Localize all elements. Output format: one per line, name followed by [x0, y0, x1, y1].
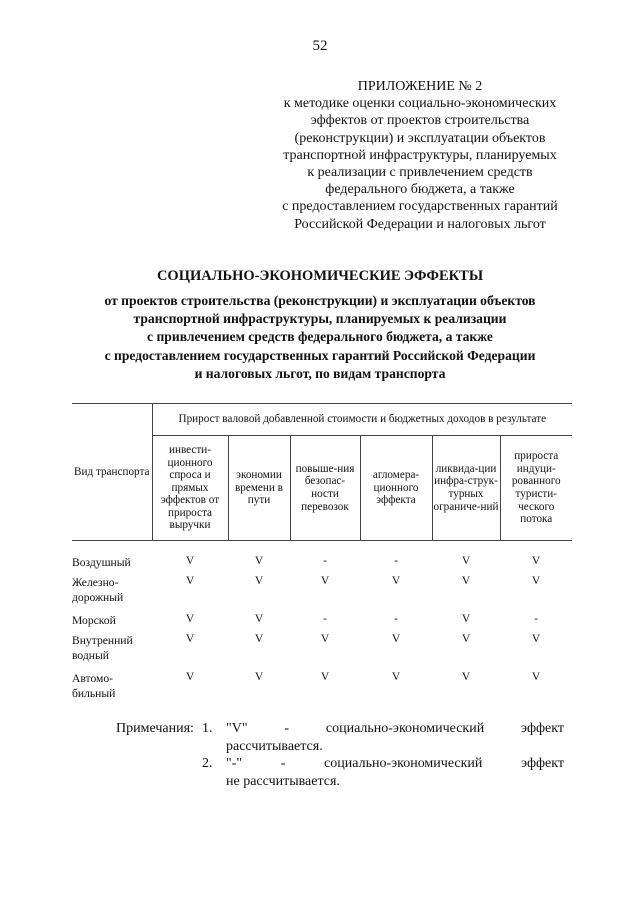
note-item	[116, 755, 564, 790]
appendix-line: к реализации с привлечением средств	[307, 165, 533, 181]
effect-cell: V	[320, 574, 330, 587]
effect-cell: -	[323, 612, 327, 625]
effect-cell: V	[185, 632, 195, 645]
effect-cell: V	[531, 632, 541, 645]
effect-cell: V	[461, 670, 471, 683]
note-body	[226, 720, 564, 755]
column-header: экономии времени в пути	[228, 436, 290, 541]
subtitle-line: и налоговых льгот, по видам транспорта	[194, 365, 446, 381]
effect-cell: V	[254, 612, 264, 625]
mode-column-header: Вид транспорта	[72, 404, 152, 541]
effect-cell: V	[461, 632, 471, 645]
note-text: социально-экономический	[325, 721, 485, 736]
subtitle-line: от проектов строительства (реконструкции) и эксплуатации объектов	[104, 293, 536, 308]
transport-mode: Автомо-бильный	[72, 672, 116, 700]
effect-cell: V	[254, 670, 264, 683]
note-dash: -	[284, 721, 290, 736]
effect-cell: V	[461, 612, 471, 625]
effect-cell: V	[185, 574, 195, 587]
appendix-line: (реконструкции) и эксплуатации объектов	[294, 130, 546, 146]
effect-cell: V	[185, 612, 195, 625]
effect-cell: -	[394, 554, 398, 567]
effect-cell: -	[323, 554, 327, 567]
note-word: эффект	[521, 721, 564, 736]
appendix-header	[255, 78, 585, 233]
note-body	[226, 755, 564, 790]
effect-cell: V	[185, 670, 195, 683]
subtitle-line: транспортной инфраструктуры, планируемых к реализации	[133, 311, 507, 327]
effect-cell: V	[254, 574, 264, 587]
note-symbol: "-"	[226, 756, 243, 771]
transport-mode: Воздушный	[72, 556, 131, 569]
effect-cell: V	[254, 554, 264, 567]
appendix-line: транспортной инфраструктуры, планируемых	[283, 147, 557, 163]
note-dash: -	[280, 756, 286, 771]
note-word: эффект	[521, 756, 564, 771]
note-item	[116, 720, 564, 755]
effect-cell: V	[531, 574, 541, 587]
table-spacer	[72, 541, 572, 556]
note-symbol: "V"	[226, 721, 248, 736]
notes-lead: Примечания:	[116, 721, 194, 736]
appendix-line: с предоставлением государственных гарантий	[282, 199, 558, 215]
effect-cell: V	[461, 574, 471, 587]
appendix-line: эффектов от проектов строительства	[310, 113, 530, 129]
effect-cell: V	[320, 632, 330, 645]
effect-cell: V	[254, 632, 264, 645]
notes-section	[116, 720, 564, 790]
column-header: ликвида-ции инфра-струк-турных ограниче-ний	[432, 436, 500, 541]
table-row	[72, 555, 572, 575]
table-row	[72, 671, 572, 709]
subtitle-line: с привлечением средств федерального бюджета, а также	[147, 329, 493, 345]
column-header: агломера-ционного эффекта	[360, 436, 432, 541]
document-title: СОЦИАЛЬНО-ЭКОНОМИЧЕСКИЕ ЭФФЕКТЫ	[156, 268, 484, 284]
column-header: прироста индуци-рованного туристи-ческого потока	[500, 436, 572, 541]
page-number: 52	[312, 38, 328, 54]
appendix-line: федерального бюджета, а также	[325, 182, 515, 198]
transport-mode: Внутренний водный	[72, 634, 133, 662]
effect-cell: V	[185, 554, 195, 567]
note-continuation: не рассчитывается.	[226, 773, 340, 789]
note-text: социально-экономический	[324, 756, 483, 771]
effect-cell: V	[391, 632, 401, 645]
table-row	[72, 633, 572, 671]
effect-cell: V	[320, 670, 330, 683]
column-header: повыше-ния безопас-ности перевозок	[290, 436, 360, 541]
effect-cell: V	[391, 670, 401, 683]
group-column-header: Прирост валовой добавленной стоимости и бюджетных доходов в результате	[152, 404, 572, 436]
effect-cell: -	[394, 612, 398, 625]
transport-mode: Морской	[72, 614, 116, 627]
column-header: инвести-ционного спроса и прямых эффектов от прироста выручки	[152, 436, 228, 541]
effect-cell: V	[531, 554, 541, 567]
table-row	[72, 613, 572, 633]
document-subtitle	[60, 292, 580, 383]
table-row	[72, 575, 572, 613]
note-number: 1.	[202, 721, 213, 736]
effect-cell: -	[534, 612, 538, 625]
effects-table	[72, 403, 572, 709]
effect-cell: V	[531, 670, 541, 683]
transport-mode: Железно-дорожный	[72, 576, 124, 604]
note-continuation: рассчитывается.	[226, 738, 323, 754]
note-first-line	[226, 755, 564, 773]
note-first-line	[226, 720, 564, 738]
effect-cell: V	[391, 574, 401, 587]
subtitle-line: с предоставлением государственных гарантий Российской Федерации	[104, 347, 536, 363]
appendix-line: к методике оценки социально-экономических	[283, 96, 557, 112]
note-number: 2.	[202, 756, 213, 771]
effect-cell: V	[461, 554, 471, 567]
appendix-title: ПРИЛОЖЕНИЕ № 2	[357, 79, 483, 94]
appendix-line: Российской Федерации и налоговых льгот	[294, 216, 546, 232]
